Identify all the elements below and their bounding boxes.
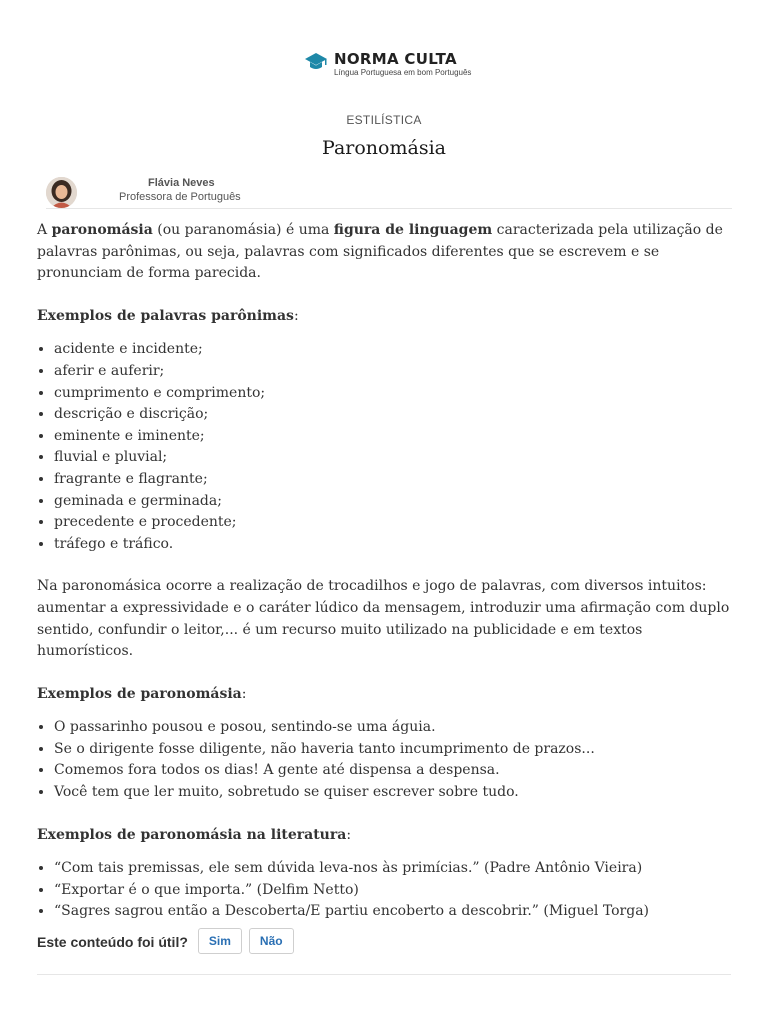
list-item: • “Com tais premissas, ele sem dúvida leva-nos às primícias.” (Padre Antônio Vieira) bbox=[54, 858, 731, 880]
feedback-bar bbox=[37, 928, 731, 975]
list-item: • fluvial e pluvial; bbox=[54, 447, 731, 469]
logo-title: NORMA CULTA bbox=[334, 50, 457, 68]
section-heading-paronimas: Exemplos de palavras parônimas: bbox=[37, 307, 299, 324]
list-item: • geminada e germinada; bbox=[54, 491, 731, 513]
author-name[interactable]: Flávia Neves bbox=[148, 177, 215, 189]
list-item: • fragrante e flagrante; bbox=[54, 469, 731, 491]
section-heading-exemplos: Exemplos de paronomásia: bbox=[37, 685, 247, 702]
list-item: • precedente e procedente; bbox=[54, 512, 731, 534]
exemplos-list bbox=[37, 717, 731, 803]
list-item: • Você tem que ler muito, sobretudo se quiser escrever sobre tudo. bbox=[54, 782, 731, 804]
list-item: • acidente e incidente; bbox=[54, 339, 731, 361]
list-item: • eminente e iminente; bbox=[54, 426, 731, 448]
site-logo[interactable] bbox=[304, 52, 471, 77]
logo-tagline: Língua Portuguesa em bom Português bbox=[334, 68, 472, 77]
list-item: • cumprimento e comprimento; bbox=[54, 383, 731, 405]
feedback-question: Este conteúdo foi útil? bbox=[37, 934, 188, 950]
section-heading-literatura: Exemplos de paronomásia na literatura: bbox=[37, 826, 352, 843]
feedback-no-button[interactable]: Não bbox=[249, 928, 294, 954]
term-paronomasia: paronomásia bbox=[51, 222, 153, 238]
graduation-cap-icon bbox=[304, 52, 328, 72]
author-role: Professora de Português bbox=[119, 191, 241, 203]
list-item: • “Sagres sagrou então a Descoberta/E partiu encoberto a descobrir.” (Miguel Torga) bbox=[54, 901, 731, 923]
list-item: • descrição e discrição; bbox=[54, 404, 731, 426]
explanation-paragraph: Na paronomásica ocorre a realização de trocadilhos e jogo de palavras, com diversos intuitos: aumentar a expressividade e o caráter lúdico da mensagem, introduzir uma afirmação com duplo sentido, confundir o leitor,... é um recurso muito utilizado na publicidade e em textos humorísticos. bbox=[37, 578, 730, 660]
article-body bbox=[37, 220, 731, 944]
list-item: • aferir e auferir; bbox=[54, 361, 731, 383]
site-header bbox=[0, 0, 768, 96]
literatura-list bbox=[37, 858, 731, 923]
intro-paragraph: A paronomásia (ou paranomásia) é uma figura de linguagem caracterizada pela utilização de palavras parônimas, ou seja, palavras com significados diferentes que se escrevem e se pronunciam de forma parecida. bbox=[37, 222, 723, 282]
avatar bbox=[46, 177, 77, 208]
list-item: • Se o dirigente fosse diligente, não haveria tanto incumprimento de prazos... bbox=[54, 739, 731, 761]
list-item: • tráfego e tráfico. bbox=[54, 534, 731, 556]
page-title: Paronomásia bbox=[322, 137, 446, 159]
feedback-yes-button[interactable]: Sim bbox=[198, 928, 242, 954]
list-item: • “Exportar é o que importa.” (Delfim Netto) bbox=[54, 880, 731, 902]
paronimas-list bbox=[37, 339, 731, 555]
list-item: • Comemos fora todos os dias! A gente até dispensa a despensa. bbox=[54, 760, 731, 782]
author-block bbox=[46, 176, 732, 209]
article-category[interactable]: ESTILÍSTICA bbox=[346, 113, 422, 127]
list-item: • O passarinho pousou e posou, sentindo-se uma águia. bbox=[54, 717, 731, 739]
term-figura-de-linguagem: figura de linguagem bbox=[333, 222, 493, 238]
